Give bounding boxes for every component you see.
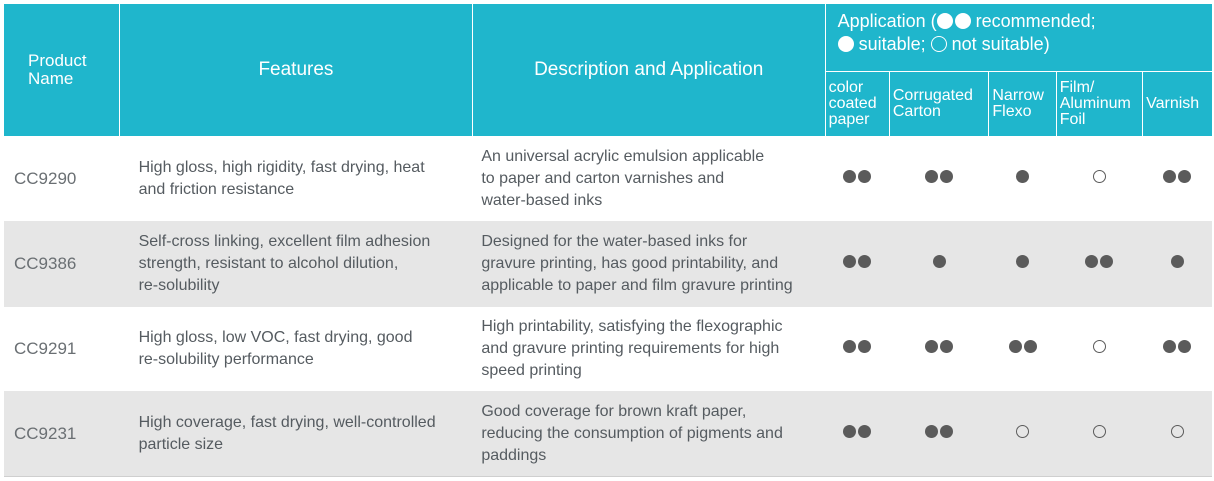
not-suitable-icon <box>931 36 947 52</box>
recommended-mark-icon <box>843 425 871 438</box>
features-line: High gloss, low VOC, fast drying, good <box>138 329 413 346</box>
table-row <box>4 392 1212 477</box>
rating-narrow-flexo <box>989 137 1056 222</box>
subheader-line: color <box>828 79 864 96</box>
rating-film-aluminum-foil <box>1056 222 1142 307</box>
description-line: applicable to paper and film gravure printing <box>481 277 793 294</box>
filled-dot-icon <box>1163 170 1176 183</box>
suitable-icon <box>838 36 854 52</box>
rating-narrow-flexo <box>989 392 1056 477</box>
filled-dot-icon <box>925 425 938 438</box>
filled-dot-icon <box>858 340 871 353</box>
table-row <box>4 137 1212 222</box>
empty-circle-icon <box>1093 170 1106 183</box>
description-line: gravure printing, has good printability, and <box>481 255 779 272</box>
subheader-varnish <box>1143 72 1212 137</box>
empty-circle-icon <box>1171 425 1184 438</box>
subheader-line: Narrow <box>992 87 1044 104</box>
rating-color-coated-paper <box>825 137 889 222</box>
not-suitable-mark-icon <box>1093 425 1106 438</box>
filled-dot-icon <box>858 425 871 438</box>
description-cell <box>472 137 825 222</box>
recommended-mark-icon <box>1085 255 1113 268</box>
not-suitable-mark-icon <box>1171 425 1184 438</box>
filled-dot-icon <box>843 340 856 353</box>
filled-dot-icon <box>843 255 856 268</box>
filled-dot-icon <box>1085 255 1098 268</box>
subheader-line: paper <box>828 111 870 128</box>
description-cell <box>472 392 825 477</box>
description-line: High printability, satisfying the flexographic <box>481 318 783 335</box>
rating-narrow-flexo <box>989 307 1056 392</box>
description-line: Designed for the water-based inks for <box>481 233 748 250</box>
filled-dot-icon <box>1171 255 1184 268</box>
empty-circle-icon <box>1093 425 1106 438</box>
subheader-line: Flexo <box>992 103 1032 120</box>
features-line: strength, resistant to alcohol dilution, <box>138 255 399 272</box>
filled-dot-icon <box>1024 340 1037 353</box>
table-header <box>4 4 1212 137</box>
product-code: CC9291 <box>4 307 120 392</box>
recommended-mark-icon <box>925 340 953 353</box>
description-line: paddings <box>481 447 547 464</box>
recommended-mark-icon <box>925 170 953 183</box>
table-row <box>4 222 1212 307</box>
rating-varnish <box>1143 222 1212 307</box>
rating-film-aluminum-foil <box>1056 392 1142 477</box>
rating-narrow-flexo <box>989 222 1056 307</box>
features-line: Self-cross linking, excellent film adhesion <box>138 233 431 250</box>
filled-dot-icon <box>933 255 946 268</box>
filled-dot-icon <box>843 170 856 183</box>
header-application <box>825 4 1212 72</box>
description-line: reducing the consumption of pigments and <box>481 425 783 442</box>
filled-dot-icon <box>843 425 856 438</box>
product-code: CC9231 <box>4 392 120 477</box>
description-cell <box>472 307 825 392</box>
subheader-color-coated-paper <box>825 72 889 137</box>
rating-varnish <box>1143 137 1212 222</box>
rating-color-coated-paper <box>825 222 889 307</box>
features-line: High gloss, high rigidity, fast drying, heat <box>138 159 425 176</box>
rating-film-aluminum-foil <box>1056 307 1142 392</box>
suitable-mark-icon <box>933 255 946 268</box>
product-name-header-line: Name <box>28 69 74 88</box>
subheader-narrow-flexo <box>989 72 1056 137</box>
filled-dot-icon <box>1016 255 1029 268</box>
not-suitable-mark-icon <box>1093 340 1106 353</box>
rating-color-coated-paper <box>825 307 889 392</box>
rating-varnish <box>1143 307 1212 392</box>
rating-corrugated-carton <box>889 392 988 477</box>
not-suitable-mark-icon <box>1016 425 1029 438</box>
rating-corrugated-carton <box>889 137 988 222</box>
header-product-name <box>4 4 120 137</box>
recommended-mark-icon <box>843 255 871 268</box>
description-line: An universal acrylic emulsion applicable <box>481 148 765 165</box>
legend-not-suitable-label: not suitable) <box>946 34 1050 54</box>
product-name-header-line: Product <box>28 51 87 70</box>
header-features: Features <box>120 4 473 137</box>
subheader-line: Foil <box>1059 111 1086 128</box>
filled-dot-icon <box>1178 170 1191 183</box>
features-line: particle size <box>138 436 224 453</box>
product-code: CC9290 <box>4 137 120 222</box>
rating-corrugated-carton <box>889 222 988 307</box>
features-cell <box>120 392 473 477</box>
features-line: and friction resistance <box>138 181 295 198</box>
filled-dot-icon <box>858 170 871 183</box>
rating-color-coated-paper <box>825 392 889 477</box>
subheader-line: Film/ <box>1059 79 1095 96</box>
recommended-icon <box>937 11 971 31</box>
description-line: and gravure printing requirements for high <box>481 340 780 357</box>
subheader-line: coated <box>828 95 877 112</box>
filled-dot-icon <box>1178 340 1191 353</box>
legend-suitable-label: suitable; <box>853 34 926 54</box>
filled-dot-icon <box>925 340 938 353</box>
suitable-mark-icon <box>1016 170 1029 183</box>
description-line: water-based inks <box>481 192 603 209</box>
rating-corrugated-carton <box>889 307 988 392</box>
recommended-mark-icon <box>1163 340 1191 353</box>
filled-dot-icon <box>1016 170 1029 183</box>
features-cell <box>120 222 473 307</box>
filled-dot-icon <box>940 170 953 183</box>
table-row <box>4 307 1212 392</box>
rating-film-aluminum-foil <box>1056 137 1142 222</box>
features-line: High coverage, fast drying, well-controlled <box>138 414 436 431</box>
filled-dot-icon <box>858 255 871 268</box>
filled-dot-icon <box>1163 340 1176 353</box>
filled-dot-icon <box>1100 255 1113 268</box>
description-line: to paper and carton varnishes and <box>481 170 725 187</box>
suitable-mark-icon <box>1171 255 1184 268</box>
product-application-table <box>4 4 1212 477</box>
description-cell <box>472 222 825 307</box>
description-line: speed printing <box>481 362 582 379</box>
features-line: re-solubility performance <box>138 351 314 368</box>
features-cell <box>120 137 473 222</box>
recommended-mark-icon <box>925 425 953 438</box>
not-suitable-mark-icon <box>1093 170 1106 183</box>
subheader-line: Corrugated <box>892 87 973 104</box>
recommended-mark-icon <box>843 340 871 353</box>
subheader-line: Varnish <box>1146 95 1200 112</box>
application-title: Application ( <box>837 11 937 31</box>
filled-dot-icon <box>925 170 938 183</box>
empty-circle-icon <box>1093 340 1106 353</box>
features-line: re-solubility <box>138 277 220 294</box>
recommended-mark-icon <box>843 170 871 183</box>
product-code: CC9386 <box>4 222 120 307</box>
header-description: Description and Application <box>472 4 825 137</box>
legend-recommended-label: recommended; <box>970 11 1096 31</box>
suitable-mark-icon <box>1016 255 1029 268</box>
empty-circle-icon <box>1016 425 1029 438</box>
subheader-line: Carton <box>892 103 941 120</box>
filled-dot-icon <box>940 340 953 353</box>
table-body <box>4 137 1212 477</box>
filled-dot-icon <box>1009 340 1022 353</box>
description-line: Good coverage for brown kraft paper, <box>481 403 747 420</box>
features-cell <box>120 307 473 392</box>
recommended-mark-icon <box>1163 170 1191 183</box>
subheader-corrugated-carton <box>889 72 988 137</box>
rating-varnish <box>1143 392 1212 477</box>
recommended-mark-icon <box>1009 340 1037 353</box>
subheader-line: Aluminum <box>1059 95 1131 112</box>
subheader-film-aluminum-foil <box>1056 72 1142 137</box>
filled-dot-icon <box>940 425 953 438</box>
